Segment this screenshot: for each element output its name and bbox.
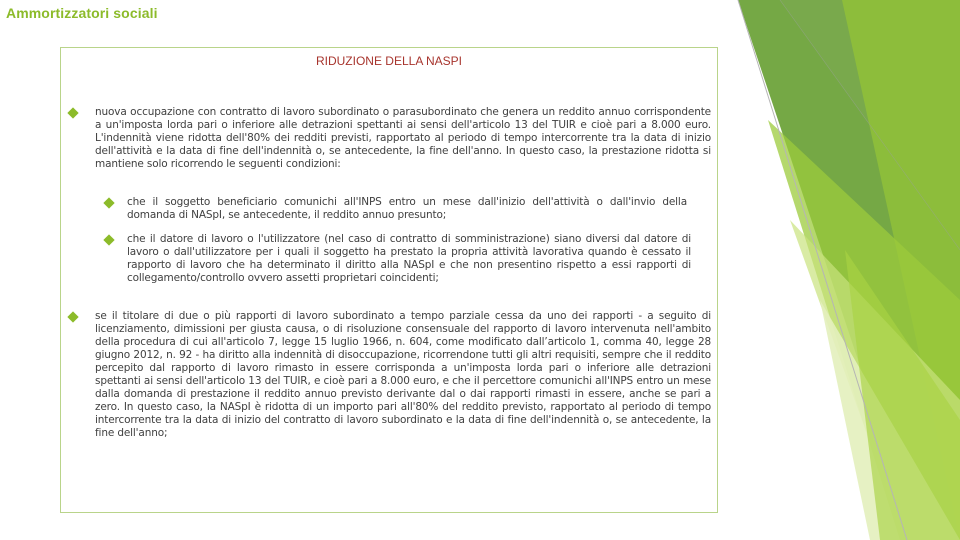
sub-bullet-item <box>127 233 691 285</box>
diamond-bullet-icon <box>67 311 78 322</box>
sub-bullet-text: che il soggetto beneficiario comunichi all'INPS entro un mese dall'inizio dell'attività o dall'invio della domanda di NASpI, se antecedente, il reddito annuo presunto; <box>127 196 687 221</box>
sub-bullet-text: che il datore di lavoro o l'utilizzatore (nel caso di contratto di somministrazione) siano diversi dal datore di lavoro o dall'utilizzatore per i quali il soggetto ha prestato la propria attività lavorativa quando è cessato il rapporto di lavoro che ha determinato il diritto alla NASpI e che non presentino rispetto a essi rapporti di collegamento/controllo ovvero assetti proprietari coincidenti; <box>127 233 691 284</box>
bullet-text: nuova occupazione con contratto di lavoro subordinato o parasubordinato che genera un reddito annuo corrispondente a un'imposta lorda pari o inferiore alle detrazioni spettanti ai sensi dell'articolo 13 del TUIR e cioè pari a 8.000 euro. L'indennità viene ridotta dell'80% dei redditi previsti, rapportato al periodo di tempo intercorrente tra la data di inizio dell'attività e la data di fine dell'indennità o, se antecedente, la fine dell'anno. In questo caso, la prestazione ridotta si mantiene solo ricorrendo le seguenti condizioni: <box>95 106 711 170</box>
content-box <box>60 47 718 513</box>
bullet-item <box>95 106 711 171</box>
slide-title: Ammortizzatori sociali <box>6 5 158 21</box>
box-heading: RIDUZIONE DELLA NASPI <box>315 54 463 68</box>
diamond-bullet-icon <box>103 234 114 245</box>
bullet-text: se il titolare di due o più rapporti di lavoro subordinato a tempo parziale cessa da uno dei rapporti - a seguito di licenziamento, dimissioni per giusta causa, o di risoluzione consensuale del rapporto di lavoro intervenuta nell'ambito della procedura di cui all'articolo 7, legge 15 luglio 1966, n. 604, come modificato dall’articolo 1, comma 40, legge 28 giugno 2012, n. 92 - ha diritto alla indennità di disoccupazione, ricorrendone tutti gli altri requisiti, sempre che il reddito percepito dal rapporto di lavoro rimasto in essere corrisponda a un'imposta lorda pari o inferiore alle detrazioni spettanti ai sensi dell'articolo 13 del TUIR, e cioè pari a 8.000 euro, e che il percettore comunichi all'INPS entro un mese dalla domanda di prestazione il reddito annuo previsto derivante dal o dai rapporti rimasti in essere, anche se pari a zero. In questo caso, la NASpI è ridotta di un importo pari all'80% del reddito previsto, rapportato al periodo di tempo intercorrente tra la data di inizio del contratto di lavoro subordinato e la data di fine dell'indennità o, se antecedente, la fine dell'anno; <box>95 310 711 439</box>
bullet-item <box>95 310 711 440</box>
sub-bullet-item <box>127 196 687 222</box>
diamond-bullet-icon <box>103 197 114 208</box>
diamond-bullet-icon <box>67 107 78 118</box>
